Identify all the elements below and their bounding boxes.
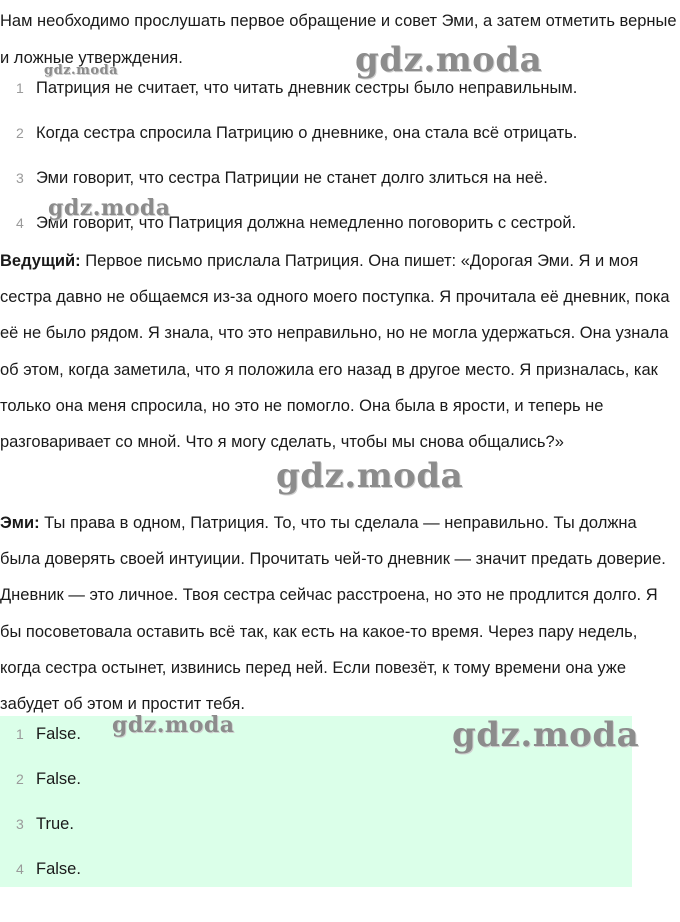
list-item	[0, 855, 640, 900]
item-number: 4	[16, 861, 24, 877]
host-paragraph	[0, 243, 678, 460]
item-number: 1	[16, 80, 24, 96]
answer-text: False.	[36, 860, 81, 878]
list-item	[0, 810, 640, 855]
item-number: 1	[16, 726, 24, 742]
item-number: 2	[16, 771, 24, 787]
item-number: 4	[16, 215, 24, 231]
emi-text: Ты права в одном, Патриция. То, что ты сделала — неправильно. Ты должна была доверять своей интуиции. Прочитать чей-то дневник — значит предать доверие. Дневник — это личное. Твоя сестра сейчас расстроена, но это не продлится долго. Я бы посоветовала оставить всё так, как есть на какое-то время. Через пару недель, когда сестра остынет, извинись перед ней. Если повезёт, к тому времени она уже забудет об этом и простит тебя.	[0, 514, 666, 714]
watermark: gdz.moda	[355, 40, 543, 80]
emi-paragraph	[0, 505, 678, 722]
list-item	[0, 765, 640, 810]
answer-text: False.	[36, 725, 81, 743]
item-number: 2	[16, 125, 24, 141]
list-item	[0, 74, 640, 119]
item-text: Эми говорит, что сестра Патриции не станет долго злиться на неё.	[36, 169, 548, 187]
watermark: gdz.moda	[452, 715, 640, 755]
item-text: Патриция не считает, что читать дневник сестры было неправильным.	[36, 79, 578, 97]
list-item	[0, 119, 640, 164]
watermark: gdz.moda	[276, 456, 464, 496]
speaker-label: Ведущий:	[0, 252, 81, 270]
watermark: gdz.moda	[112, 712, 235, 738]
watermark: gdz.moda	[44, 63, 119, 78]
speaker-label: Эми:	[0, 514, 40, 532]
answer-text: False.	[36, 770, 81, 788]
item-number: 3	[16, 816, 24, 832]
host-text: Первое письмо прислала Патриция. Она пишет: «Дорогая Эми. Я и моя сестра давно не общаемся из-за одного моего поступка. Я прочитала её дневник, пока её не было рядом. Я знала, что это неправильно, но не могла удержаться. Она узнала об этом, когда заметила, что я положила его назад в другое место. Я призналась, как только она меня спросила, но это не помогло. Она была в ярости, и теперь не разговаривает со мной. Что я могу сделать, чтобы мы снова общались?»	[0, 252, 670, 452]
item-text: Эми говорит, что Патриция должна немедленно поговорить с сестрой.	[36, 214, 577, 232]
answer-text: True.	[36, 815, 74, 833]
item-text: Когда сестра спросила Патрицию о дневнике, она стала всё отрицать.	[36, 124, 578, 142]
watermark: gdz.moda	[48, 195, 171, 221]
item-number: 3	[16, 170, 24, 186]
statement-list	[0, 74, 640, 254]
intro-text: Нам необходимо прослушать первое обращение и совет Эми, а затем отметить верные и ложные утверждения.	[0, 12, 677, 67]
